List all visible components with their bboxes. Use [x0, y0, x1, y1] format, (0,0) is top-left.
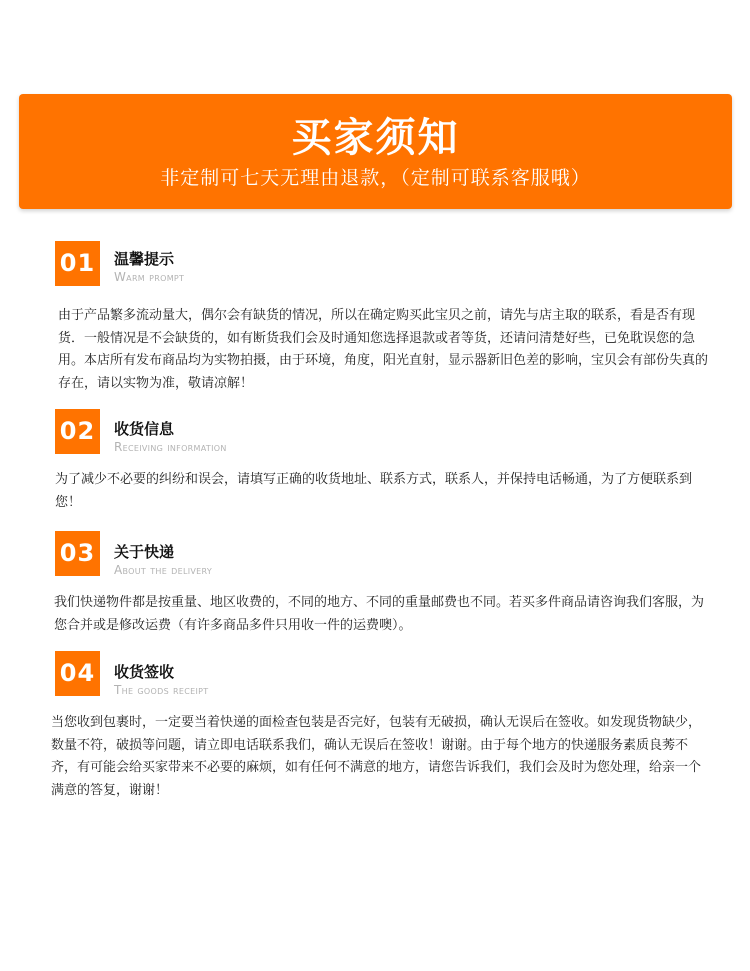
section-title: 关于快递: [114, 543, 175, 561]
section-number-badge: 03: [55, 531, 100, 576]
section-subtitle: The goods receipt: [114, 683, 209, 697]
notice-banner: [19, 94, 732, 209]
section-subtitle: About the delivery: [114, 563, 213, 577]
section-body-text: 当您收到包裹时，一定要当着快递的面检查包装是否完好，包装有无破损，确认无误后在签收。如发现货物缺少，数量不符，破损等问题，请立即电话联系我们，确认无误后在签收！谢谢。由于每个地方的快递服务素质良莠不齐，有可能会给买家带来不必要的麻烦，如有任何不满意的地方，请您告诉我们，我们会及时为您处理，给亲一个满意的答复，谢谢！: [51, 715, 702, 798]
section-body-text: 由于产品繁多流动量大，偶尔会有缺货的情况，所以在确定购买此宝贝之前，请先与店主取的联系，看是否有现货．一般情况是不会缺货的，如有断货我们会及时通知您选择退款或者等货，还请问清楚好些，已免耽误您的急用。本店所有发布商品均为实物拍摄，由于环境，角度，阳光直射，显示器新旧色差的影响，宝贝会有部份失真的存在，请以实物为准，敬请凉解！: [58, 308, 709, 391]
section-subtitle: Warm prompt: [114, 270, 185, 284]
section-number-badge: 01: [55, 241, 100, 286]
section-number-badge: 04: [55, 651, 100, 696]
section-title: 温馨提示: [114, 250, 175, 268]
banner-subtitle: 非定制可七天无理由退款，（定制可联系客服哦）: [160, 167, 591, 189]
section-number-badge: 02: [55, 409, 100, 454]
banner-title: 买家须知: [291, 115, 460, 161]
section-body-text: 为了减少不必要的纠纷和误会，请填写正确的收货地址、联系方式，联系人，并保持电话畅通，为了方便联系到您！: [55, 472, 693, 510]
section-body-text: 我们快递物件都是按重量、地区收费的，不同的地方、不同的重量邮费也不同。若买多件商品请咨询我们客服，为您合并或是修改运费（有许多商品多件只用收一件的运费噢）。: [54, 595, 705, 633]
section-title: 收货签收: [114, 663, 175, 681]
section-title: 收货信息: [114, 420, 175, 438]
section-subtitle: Receiving information: [114, 440, 227, 454]
